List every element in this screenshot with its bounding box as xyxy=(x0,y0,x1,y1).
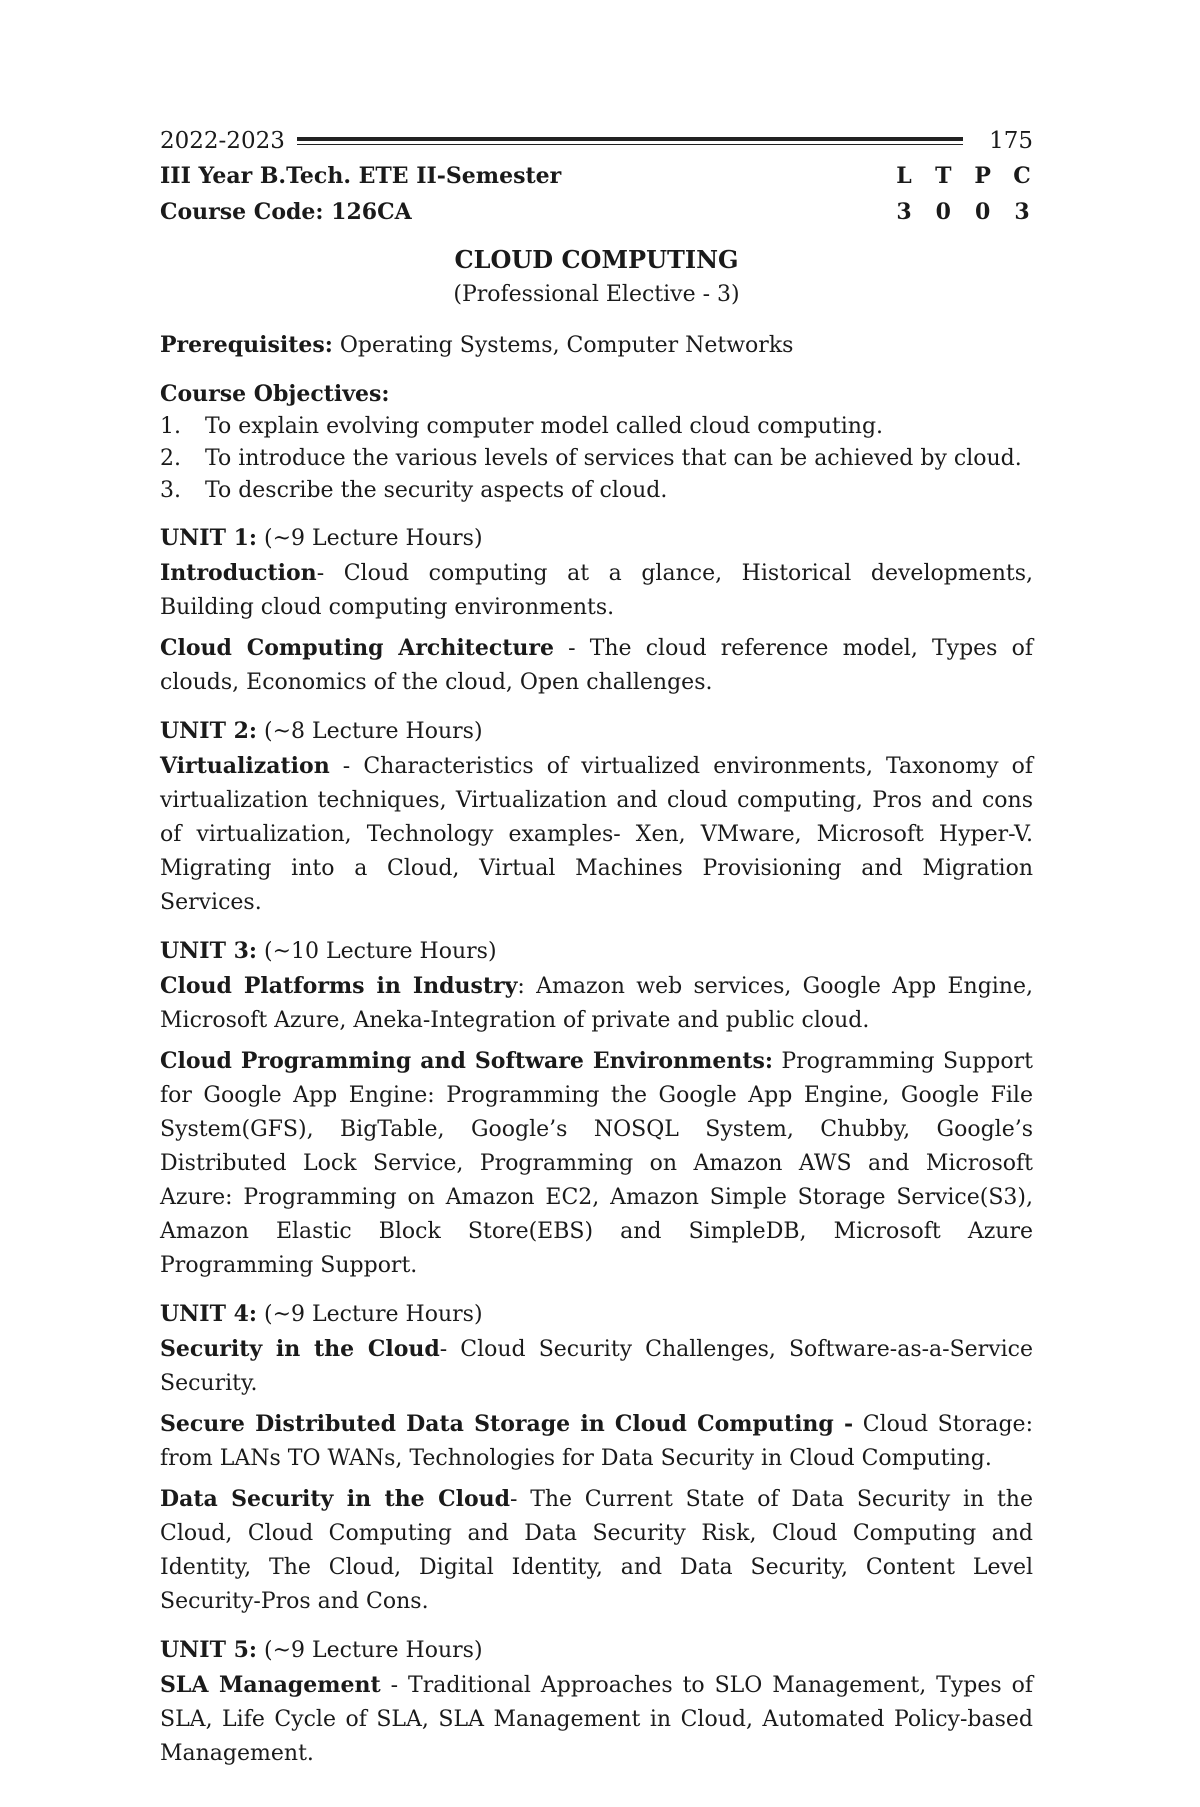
topic-title: Cloud Programming and Software Environments: xyxy=(160,1048,773,1074)
unit-paragraph xyxy=(160,749,1033,920)
unit-paragraph xyxy=(160,1407,1033,1476)
unit-label: UNIT 2: xyxy=(160,718,258,744)
topic-title: Cloud Platforms in Industry xyxy=(160,973,518,999)
unit-label: UNIT 1: xyxy=(160,525,258,551)
course-code: Course Code: 126CA xyxy=(160,199,412,225)
ltpc-labels xyxy=(893,158,1033,194)
unit-hours: (~8 Lecture Hours) xyxy=(257,719,483,744)
topic-text: - Cloud Security Challenges, Software-as-a-Service Security. xyxy=(160,1337,1034,1396)
program-line: III Year B.Tech. ETE II-Semester xyxy=(160,163,562,189)
list-text: To describe the security aspects of cloud. xyxy=(205,478,668,503)
ltpc-value: 0 xyxy=(975,199,991,225)
topic-title: SLA Management xyxy=(160,1672,381,1698)
objectives-list xyxy=(160,411,1033,507)
list-number: 1. xyxy=(160,414,181,439)
ltpc-label: P xyxy=(974,163,991,189)
topic-text: - Cloud computing at a glance, Historical developments, Building cloud computing environments. xyxy=(160,561,1033,620)
header-rule xyxy=(297,137,963,145)
course-code-row xyxy=(160,194,1033,230)
unit-heading xyxy=(160,521,1033,556)
unit-label: UNIT 4: xyxy=(160,1301,258,1327)
prerequisites-label: Prerequisites: xyxy=(160,332,333,358)
topic-text: Programming Support for Google App Engine: Programming the Google App Engine, Google File System(GFS), BigTable, Google’s NOSQL System, Chubby, Google’s Distributed Lock Service, Programming on Amazon AWS and Microsoft Azure: Programming on Amazon EC2, Amazon Simple Storage Service(S3), Amazon Elastic Block Store(EBS) and SimpleDB, Microsoft Azure Programming Support. xyxy=(160,1049,1033,1278)
topic-text: - The Current State of Data Security in the Cloud, Cloud Computing and Data Security Risk, Cloud Computing and Identity, The Cloud, Digital Identity, and Data Security, Content Level Security-Pros and Cons. xyxy=(160,1487,1033,1614)
unit-paragraph xyxy=(160,631,1033,700)
topic-text: Cloud Storage: from LANs TO WANs, Technologies for Data Security in Cloud Computing. xyxy=(160,1412,1033,1471)
list-item xyxy=(160,475,1033,507)
topic-title: Virtualization xyxy=(160,753,330,779)
unit-label: UNIT 3: xyxy=(160,938,258,964)
topic-text: - Traditional Approaches to SLO Management, Types of SLA, Life Cycle of SLA, SLA Management in Cloud, Automated Policy-based Management. xyxy=(160,1673,1033,1766)
topic-title: Cloud Computing Architecture xyxy=(160,635,554,661)
ltpc-value: 0 xyxy=(935,199,951,225)
prerequisites-text: Operating Systems, Computer Networks xyxy=(332,333,794,358)
topic-title: Data Security in the Cloud xyxy=(160,1486,511,1512)
course-title: CLOUD COMPUTING xyxy=(454,245,739,274)
ltpc-label: T xyxy=(935,163,952,189)
unit-hours: (~9 Lecture Hours) xyxy=(257,1638,483,1663)
list-number: 2. xyxy=(160,446,181,471)
ltpc-value: 3 xyxy=(896,199,912,225)
prerequisites xyxy=(160,328,1033,363)
topic-text: : Amazon web services, Google App Engine, Microsoft Azure, Aneka-Integration of private and public cloud. xyxy=(160,974,1033,1033)
course-subtitle: (Professional Elective - 3) xyxy=(453,282,740,307)
unit-heading xyxy=(160,714,1033,749)
ltpc-label: L xyxy=(896,163,912,189)
ltpc-label: C xyxy=(1013,163,1031,189)
unit-paragraph xyxy=(160,1668,1033,1771)
objectives-heading: Course Objectives: xyxy=(160,381,390,407)
topic-title: Secure Distributed Data Storage in Cloud Computing - xyxy=(160,1411,854,1437)
unit-paragraph xyxy=(160,1044,1033,1283)
unit-paragraph xyxy=(160,1482,1033,1619)
running-header xyxy=(160,124,1033,158)
unit-hours: (~9 Lecture Hours) xyxy=(257,526,483,551)
unit-heading xyxy=(160,1297,1033,1332)
unit-paragraph xyxy=(160,969,1033,1038)
list-text: To explain evolving computer model called cloud computing. xyxy=(205,414,884,439)
list-text: To introduce the various levels of services that can be achieved by cloud. xyxy=(205,446,1022,471)
ltpc-values xyxy=(893,194,1033,230)
page-number: 175 xyxy=(989,128,1033,154)
header-year: 2022-2023 xyxy=(160,128,285,154)
unit-heading xyxy=(160,934,1033,969)
list-number: 3. xyxy=(160,478,181,503)
topic-title: Introduction xyxy=(160,560,317,586)
unit-paragraph xyxy=(160,1332,1033,1401)
list-item xyxy=(160,443,1033,475)
unit-hours: (~10 Lecture Hours) xyxy=(257,939,497,964)
program-row xyxy=(160,158,1033,194)
unit-heading xyxy=(160,1633,1033,1668)
page-content xyxy=(160,124,1033,1771)
unit-hours: (~9 Lecture Hours) xyxy=(257,1302,483,1327)
topic-text: - Characteristics of virtualized environments, Taxonomy of virtualization techniques, Virtualization and cloud computing, Pros and cons of virtualization, Technology examples- Xen, VMware, Microsoft Hyper-V. Migrating into a Cloud, Virtual Machines Provisioning and Migration Services. xyxy=(160,754,1033,915)
unit-label: UNIT 5: xyxy=(160,1637,258,1663)
unit-paragraph xyxy=(160,556,1033,625)
topic-title: Security in the Cloud xyxy=(160,1336,440,1362)
list-item xyxy=(160,411,1033,443)
ltpc-value: 3 xyxy=(1014,199,1030,225)
topic-text: - The cloud reference model, Types of clouds, Economics of the cloud, Open challenges. xyxy=(160,636,1033,695)
